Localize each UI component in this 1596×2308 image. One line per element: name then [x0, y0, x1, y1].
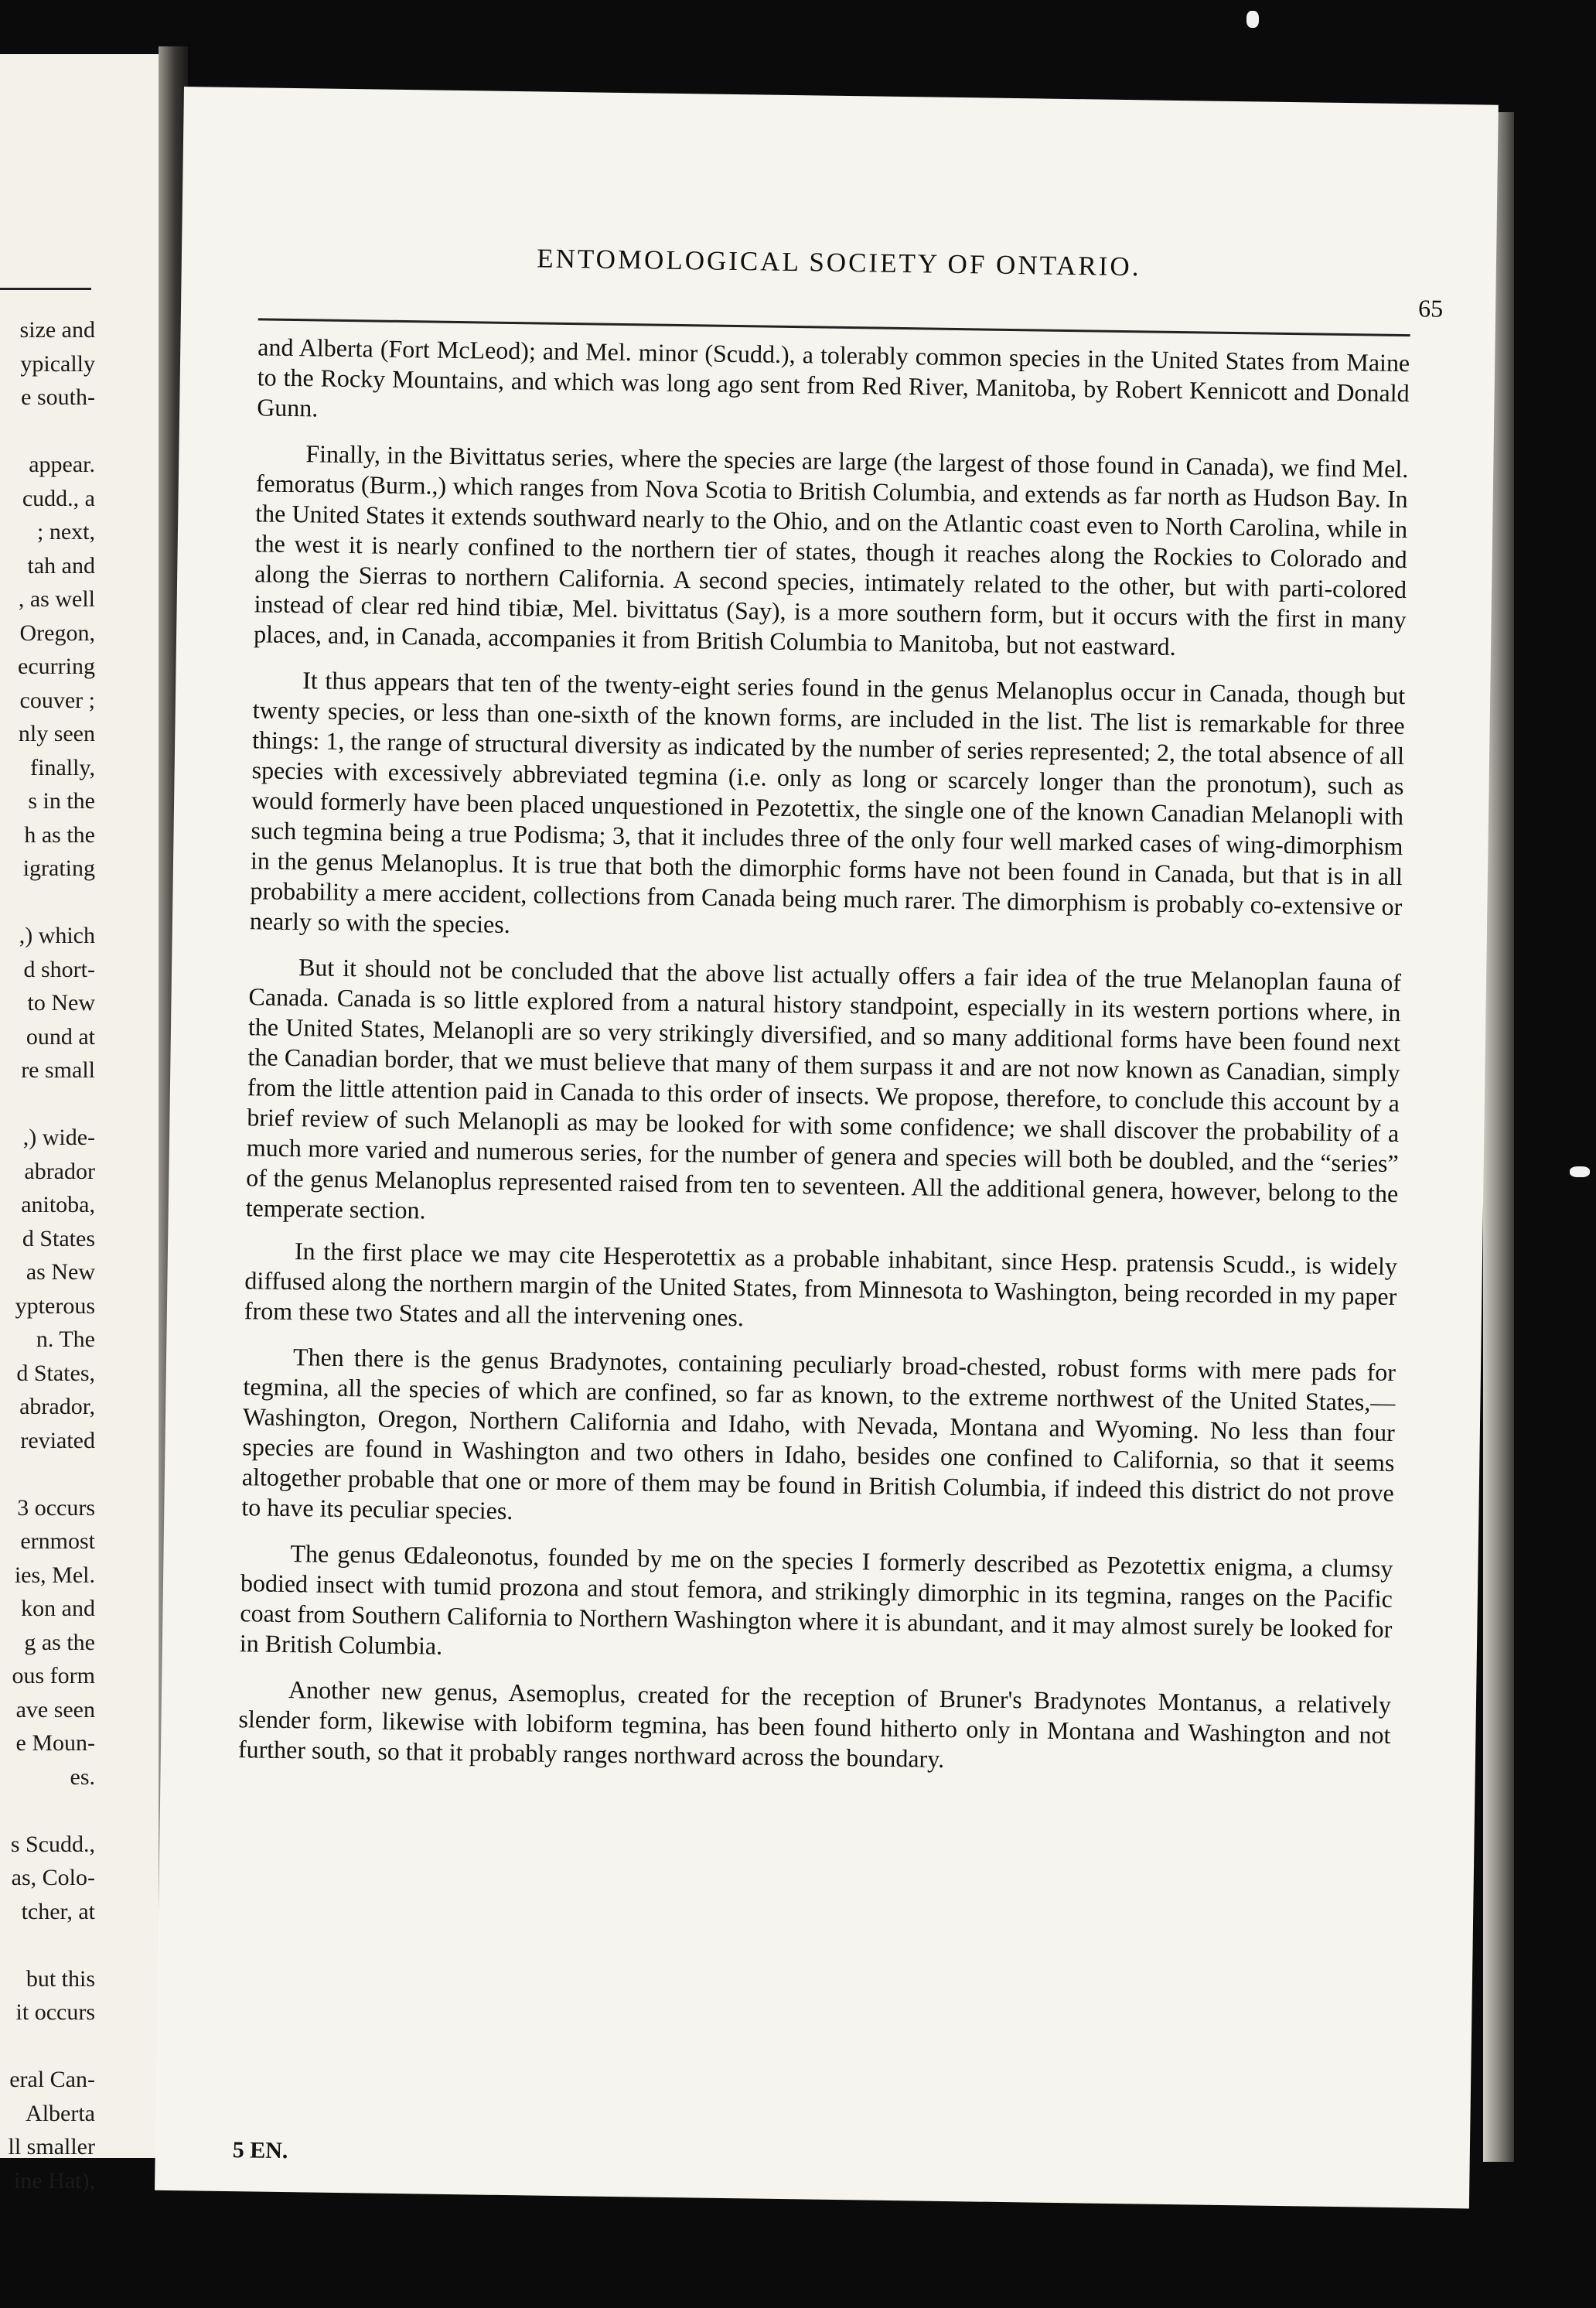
left-page-line: ound at: [26, 1023, 95, 1050]
page-number: 65: [1417, 294, 1444, 323]
left-page-line: ,) wide-: [22, 1125, 95, 1150]
left-page-line: ine Hat),: [14, 2167, 95, 2194]
paragraph: Another new genus, Asemoplus, created for the reception of Bruner's Bradynotes Montanus, a relatively slender form, likewise with lobiform tegmina, has been found hitherto only in Montana and Washington and not further south, so that it probably ranges northward across the boundary.: [237, 1675, 1392, 1773]
running-head: ENTOMOLOGICAL SOCIETY OF ONTARIO.: [537, 243, 1141, 282]
left-page-line: finally,: [30, 754, 95, 780]
left-page-line: 3 occurs: [17, 1494, 95, 1521]
left-page-line: n. The: [36, 1326, 95, 1352]
page-65: [155, 87, 1499, 2208]
left-page-line: e Moun-: [15, 1730, 95, 1756]
left-page-line: as, Colo-: [11, 1865, 95, 1890]
left-page-line: d States: [22, 1225, 95, 1251]
left-page-line: Alberta: [26, 2100, 95, 2126]
paragraph: Finally, in the Bivittatus series, where the species are large (the largest of those found in Canada), we find Mel. femoratus (Burm.,) which ranges from Nova Scotia to British Columbia, and extends as far north as Hudson Bay. In the United States it extends southward nearly to the Ohio, and on the Atlantic coast even to North Carolina, while in the west it is nearly confined to the northern tier of states, though it reaches along the Rockies to Colorado and along the Sierras to northern California. A second species, intimately related to the other, but with parti-colored instead of clear red hind tibiæ, Mel. bivittatus (Say), is a more southern form, but it occurs with the first in many places, and, in Canada, accompanies it from British Columbia to Manitoba, but not eastward.: [253, 439, 1409, 661]
left-page-line: nly seen: [18, 721, 95, 746]
left-page-rule: [0, 288, 91, 290]
left-page-line: e south-: [21, 384, 95, 410]
left-page-line: ll smaller: [8, 2134, 95, 2159]
left-page-line: es.: [70, 1763, 95, 1790]
left-page-line: tah and: [27, 552, 95, 579]
left-page-line: tcher, at: [21, 1898, 95, 1924]
left-page-line: reviated: [20, 1427, 95, 1453]
paragraph: In the first place we may cite Hesperotettix as a probable inhabitant, since Hesp. pratensis Scudd., is widely diffused along the northern margin of the United States, from Minnesota to Washington, being recorded in my paper from these two States and all the intervening ones.: [244, 1237, 1398, 1332]
dust-speck: [1570, 1166, 1590, 1177]
left-page-line: re small: [21, 1057, 95, 1083]
left-page-line: couver ;: [19, 687, 95, 713]
left-page-line: anitoba,: [21, 1192, 95, 1217]
left-page-line: ecurring: [18, 654, 95, 679]
left-page-line: kon and: [21, 1596, 95, 1621]
left-page-line: ies, Mel.: [14, 1562, 95, 1588]
facing-page-left: [0, 54, 166, 2194]
dust-speck: [1246, 11, 1259, 28]
left-page-line: h as the: [24, 821, 95, 848]
left-page-line: abrador: [24, 1158, 95, 1184]
left-page-line: ous form: [12, 1663, 95, 1688]
left-page-line: appear.: [29, 452, 95, 477]
left-page-line: abrador,: [19, 1394, 95, 1419]
left-page-line: g as the: [24, 1629, 95, 1655]
left-page-line: ; next,: [37, 519, 95, 545]
left-page-line: , as well: [18, 586, 95, 612]
paragraph: The genus Œdaleonotus, founded by me on the species I formerly described as Pezotettix enigma, a clumsy bodied insect with tumid prozona and stout femora, and strikingly dimorphic in its tegmina, ranges on the Pacific coast from Southern California to Northern Washington where it is abundant, and it may almost surely be looked for in British Columbia.: [239, 1539, 1393, 1660]
left-page-line: cudd., a: [22, 485, 95, 511]
left-page-line: igrating: [22, 855, 95, 881]
left-page-line: s in the: [28, 788, 95, 814]
left-page-line: ernmost: [20, 1528, 95, 1554]
paragraph: and Alberta (Fort McLeod); and Mel. minor (Scudd.), a tolerably common species in the United States from Maine to the Rocky Mountains, and which was long ago sent from Red River, Manitoba, by Robert Kennicott and Donald Gunn.: [256, 333, 1410, 422]
left-page-line: but this: [26, 1965, 95, 1992]
left-page-line: d States,: [16, 1360, 95, 1386]
body-text: [237, 332, 1410, 1796]
left-page-line: ypterous: [15, 1292, 95, 1319]
left-page-line: s Scudd.,: [10, 1831, 95, 1857]
left-page-line: it occurs: [15, 1999, 95, 2025]
paragraph: Then there is the genus Bradynotes, containing peculiarly broad-chested, robust forms with mere pads for tegmina, all the species of which are confined, so far as known, to the extreme northwest of the United States,—Washington, Oregon, Northern California and Idaho, with Nevada, Montana and Wyoming. No less than four species are found in Washington and two others in Idaho, besides one confined to California, so that it seems altogether probable that one or more of them may be found in British Columbia, if indeed this district do not prove to have its peculiar species.: [241, 1343, 1396, 1525]
left-page-line: Oregon,: [19, 620, 95, 646]
paragraph: But it should not be concluded that the above list actually offers a fair idea of the true Melanoplan fauna of Canada. Canada is so little explored from a natural history standpoint, especially in its western portions where, in the United States, Melanopli are so very strikingly diversified, and so many additional forms have been found next the Canadian border, that we must believe that many of them surpass it and are not now known as Canadian, simply from the little attention paid in Canada to this order of insects. We propose, therefore, to conclude this account by a brief review of such Melanopli as may be looked for with some confidence; we shall discover the probability of a much more varied and numerous series, for the number of genera and species will both be doubled, and the “series” of the genus Melanoplus represented raised from ten to seventeen. All the additional genera, however, belong to the temperate section.: [245, 953, 1402, 1224]
paragraph: It thus appears that ten of the twenty-eight series found in the genus Melanoplus occur in Canada, though but twenty species, or less than one-sixth of the known forms, are included in the list. The list is remarkable for three things: 1, the range of structural diversity as indicated by the number of series represented; 2, the total absence of all species with excessively abbreviated tegmina (i.e. only as long or scarcely longer than the pronotum), such as would formerly have been placed unquestioned in Pezotettix, the single one of the known Canadian Melanopli with such tegmina being a true Podisma; 3, that it includes three of the only four well marked cases of wing-dimorphism in the genus Melanoplus. It is true that both the dimorphic forms have not been found in Canada, but that is in all probability a mere accident, collections from Canada being much rarer. The dimorphism is probably co-extensive or nearly so with the species.: [249, 666, 1406, 938]
left-page-line: as New: [26, 1259, 95, 1285]
printer-signature-mark: 5 EN.: [232, 2137, 288, 2164]
left-page-line: ,) which: [19, 923, 95, 948]
left-page-line: d short-: [23, 956, 95, 982]
left-page-line: size and: [19, 317, 95, 343]
left-page-line: ave seen: [15, 1696, 95, 1722]
left-page-line: ypically: [20, 350, 95, 377]
left-page-line: to New: [27, 990, 95, 1016]
left-page-line: eral Can-: [9, 2067, 95, 2092]
